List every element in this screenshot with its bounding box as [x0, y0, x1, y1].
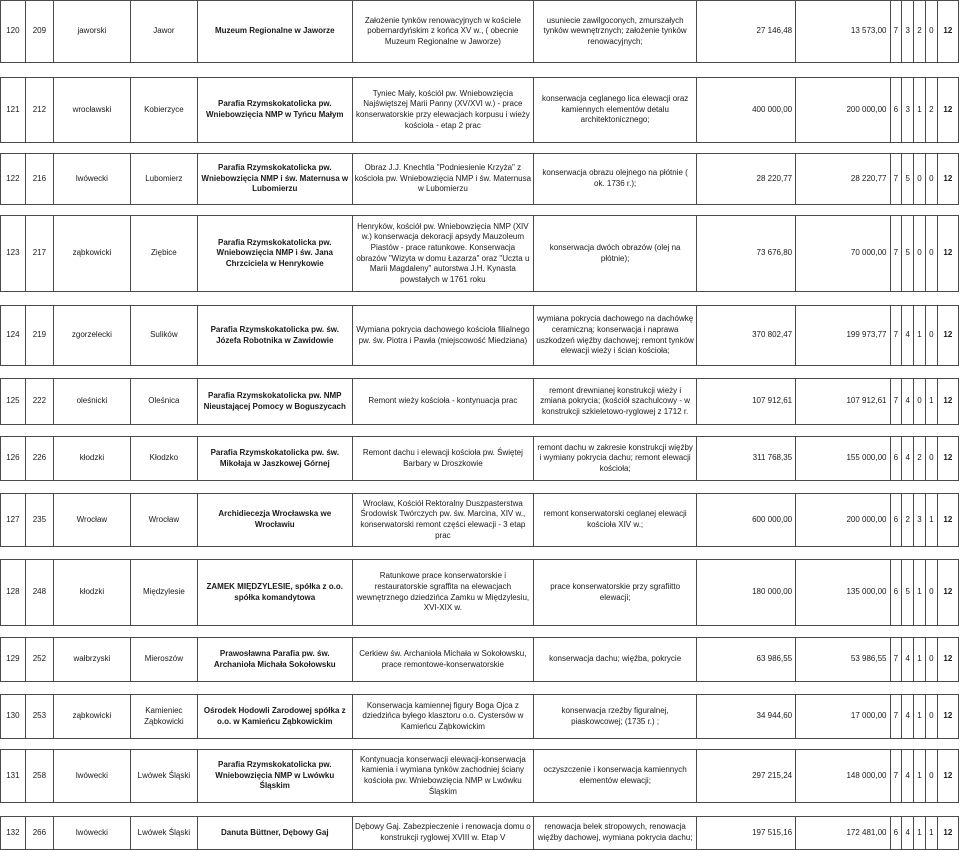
total-cost-cell: 311 768,35: [697, 437, 796, 481]
applicant-cell: Parafia Rzymskokatolicka pw. NMP Nieustającej Pomocy w Boguszycach: [197, 379, 352, 425]
table-row: [1, 379, 959, 425]
object-and-task-cell: Obraz J.J. Knechtla "Podniesienie Krzyża" z kościoła pw. Wniebowzięcia NMP i św. Maternusa w Lubomierzu: [352, 154, 534, 205]
application-id-cell: 252: [25, 638, 53, 682]
row-number-cell: 132: [1, 817, 26, 850]
table-row: [1, 494, 959, 547]
score-total-cell: 12: [937, 817, 958, 850]
district-cell: oleśnicki: [54, 379, 131, 425]
applicant-cell: Parafia Rzymskokatolicka pw. Wniebowzięcia NMP i św. Jana Chrzciciela w Henrykowie: [197, 216, 352, 292]
object-and-task-cell: Remont wieży kościoła - kontynuacja prac: [352, 379, 534, 425]
table-row: [1, 817, 959, 850]
applicant-cell: Parafia Rzymskokatolicka pw. św. Józefa Robotnika w Zawidowie: [197, 306, 352, 366]
row-spacer: [1, 366, 959, 379]
district-cell: jaworski: [54, 1, 131, 63]
scope-of-work-cell: remont dachu w zakresie konstrukcji więźby i wymiany pokrycia dachu; remont elewacji kościoła;: [534, 437, 697, 481]
applicant-cell: ZAMEK MIĘDZYLESIE, spółka z o.o. spółka komandytowa: [197, 560, 352, 626]
score-a-cell: 7: [890, 154, 902, 205]
object-and-task-cell: Konserwacja kamiennej figury Boga Ojca z dziedzińca byłego klasztoru o.o. Cystersów w Kamieńcu Ząbkowickim: [352, 695, 534, 739]
score-a-cell: 6: [890, 494, 902, 547]
spacer-cell: [1, 366, 959, 379]
row-spacer: [1, 626, 959, 638]
row-spacer: [1, 803, 959, 817]
table-row: [1, 437, 959, 481]
object-and-task-cell: Dębowy Gaj. Zabezpieczenie i renowacja domu o konstrukcji ryglowej XVIII w. Etap V: [352, 817, 534, 850]
commune-cell: Lwówek Śląski: [130, 817, 197, 850]
object-and-task-cell: Kontynuacja konserwacji elewacji-konserwacja kamienia i wymiana tynków zachodniej ściany kościoła pw. Wniebowzięcia NMP w Lwówku Śląskim: [352, 750, 534, 803]
grant-amount-cell: 53 986,55: [796, 638, 890, 682]
score-c-cell: 2: [914, 1, 926, 63]
score-total-cell: 12: [937, 78, 958, 143]
row-number-cell: 121: [1, 78, 26, 143]
table-row: [1, 750, 959, 803]
total-cost-cell: 34 944,60: [697, 695, 796, 739]
object-and-task-cell: Ratunkowe prace konserwatorskie i restauratorskie sgraffita na elewacjach wewnętrznego dziedzińca Zamku w Międzylesiu, XVI-XIX w.: [352, 560, 534, 626]
row-number-cell: 129: [1, 638, 26, 682]
commune-cell: Kobierzyce: [130, 78, 197, 143]
total-cost-cell: 73 676,80: [697, 216, 796, 292]
score-a-cell: 7: [890, 1, 902, 63]
application-id-cell: 253: [25, 695, 53, 739]
score-total-cell: 12: [937, 306, 958, 366]
applicant-cell: Danuta Büttner, Dębowy Gaj: [197, 817, 352, 850]
application-id-cell: 217: [25, 216, 53, 292]
applicant-cell: Prawosławna Parafia pw. św. Archanioła Michała Sokołowsku: [197, 638, 352, 682]
grant-amount-cell: 199 973,77: [796, 306, 890, 366]
score-d-cell: 0: [925, 1, 937, 63]
applicant-cell: Muzeum Regionalne w Jaworze: [197, 1, 352, 63]
table-row: [1, 154, 959, 205]
score-c-cell: 1: [914, 638, 926, 682]
district-cell: lwówecki: [54, 817, 131, 850]
scope-of-work-cell: konserwacja dwóch obrazów (olej na płótnie);: [534, 216, 697, 292]
scope-of-work-cell: wymiana pokrycia dachowego na dachówkę ceramiczną; konserwacja i naprawa uszkodzeń więźby dachowej; remont tynków elewacji wieży i ścian kościoła;: [534, 306, 697, 366]
commune-cell: Kamieniec Ząbkowicki: [130, 695, 197, 739]
score-total-cell: 12: [937, 1, 958, 63]
applicant-cell: Parafia Rzymskokatolicka pw. Wniebowzięcia NMP i św. Maternusa w Lubomierzu: [197, 154, 352, 205]
score-d-cell: 0: [925, 695, 937, 739]
district-cell: kłodzki: [54, 560, 131, 626]
commune-cell: Ziębice: [130, 216, 197, 292]
grant-amount-cell: 28 220,77: [796, 154, 890, 205]
district-cell: Wrocław: [54, 494, 131, 547]
object-and-task-cell: Założenie tynków renowacyjnych w kościele pobernardyńskim z końca XV w., ( obecnie Muzeum Regionalne w Jaworze): [352, 1, 534, 63]
score-total-cell: 12: [937, 154, 958, 205]
row-spacer: [1, 481, 959, 494]
score-d-cell: 1: [925, 494, 937, 547]
spacer-cell: [1, 547, 959, 560]
district-cell: kłodzki: [54, 437, 131, 481]
row-number-cell: 124: [1, 306, 26, 366]
score-c-cell: 2: [914, 437, 926, 481]
commune-cell: Oleśnica: [130, 379, 197, 425]
score-b-cell: 5: [902, 560, 914, 626]
total-cost-cell: 197 515,16: [697, 817, 796, 850]
applicant-cell: Archidiecezja Wrocławska we Wrocławiu: [197, 494, 352, 547]
score-a-cell: 7: [890, 750, 902, 803]
score-d-cell: 0: [925, 638, 937, 682]
score-b-cell: 4: [902, 750, 914, 803]
score-d-cell: 0: [925, 216, 937, 292]
scope-of-work-cell: usuniecie zawilgoconych, zmurszałych tynków wewnętrznych; założenie tynków renowacyjnych;: [534, 1, 697, 63]
object-and-task-cell: Wymiana pokrycia dachowego kościoła filialnego pw. św. Piotra i Pawła (miejscowość Miedziana): [352, 306, 534, 366]
scope-of-work-cell: konserwacja dachu; więźba, pokrycie: [534, 638, 697, 682]
application-id-cell: 222: [25, 379, 53, 425]
spacer-cell: [1, 803, 959, 817]
score-d-cell: 1: [925, 379, 937, 425]
total-cost-cell: 28 220,77: [697, 154, 796, 205]
scope-of-work-cell: konserwacja obrazu olejnego na płótnie ( ok. 1736 r.);: [534, 154, 697, 205]
grant-amount-cell: 107 912,61: [796, 379, 890, 425]
spacer-cell: [1, 481, 959, 494]
score-a-cell: 6: [890, 437, 902, 481]
district-cell: lwówecki: [54, 154, 131, 205]
grant-amount-cell: 155 000,00: [796, 437, 890, 481]
score-total-cell: 12: [937, 750, 958, 803]
score-total-cell: 12: [937, 560, 958, 626]
row-number-cell: 127: [1, 494, 26, 547]
scope-of-work-cell: prace konserwatorskie przy sgrafiitto elewacji;: [534, 560, 697, 626]
total-cost-cell: 180 000,00: [697, 560, 796, 626]
row-spacer: [1, 425, 959, 437]
row-number-cell: 128: [1, 560, 26, 626]
row-number-cell: 125: [1, 379, 26, 425]
row-number-cell: 126: [1, 437, 26, 481]
application-id-cell: 212: [25, 78, 53, 143]
row-spacer: [1, 143, 959, 154]
object-and-task-cell: Wrocław, Kościół Rektoralny Duszpasterstwa Środowisk Twórczych pw. św. Marcina, XIV w., konserwatorski remont części elewacji - 3 etap prac: [352, 494, 534, 547]
scope-of-work-cell: renowacja belek stropowych, renowacja więźby dachowej, wymiana pokrycia dachu;: [534, 817, 697, 850]
applicant-cell: Parafia Rzymskokatolicka pw. Wniebowzięcia NMP w Lwówku Śląskim: [197, 750, 352, 803]
spacer-cell: [1, 626, 959, 638]
score-c-cell: 1: [914, 817, 926, 850]
row-spacer: [1, 292, 959, 306]
score-a-cell: 7: [890, 379, 902, 425]
scope-of-work-cell: oczyszczenie i konserwacja kamiennych elementów elewacji;: [534, 750, 697, 803]
score-total-cell: 12: [937, 638, 958, 682]
score-b-cell: 5: [902, 216, 914, 292]
score-b-cell: 5: [902, 154, 914, 205]
table-row: [1, 560, 959, 626]
spacer-cell: [1, 739, 959, 750]
commune-cell: Sulików: [130, 306, 197, 366]
score-total-cell: 12: [937, 216, 958, 292]
grant-amount-cell: 135 000,00: [796, 560, 890, 626]
score-d-cell: 0: [925, 306, 937, 366]
score-b-cell: 4: [902, 817, 914, 850]
score-a-cell: 7: [890, 695, 902, 739]
row-number-cell: 131: [1, 750, 26, 803]
total-cost-cell: 600 000,00: [697, 494, 796, 547]
application-id-cell: 209: [25, 1, 53, 63]
score-c-cell: 0: [914, 379, 926, 425]
score-a-cell: 7: [890, 638, 902, 682]
object-and-task-cell: Tyniec Mały, kościół pw. Wniebowzięcia Najświętszej Marii Panny (XV/XVI w.) - prace konserwatorskie przy elewacjach korpusu i wieży kościoła - etap 2 prac: [352, 78, 534, 143]
application-id-cell: 258: [25, 750, 53, 803]
spacer-cell: [1, 205, 959, 216]
score-a-cell: 7: [890, 306, 902, 366]
row-number-cell: 122: [1, 154, 26, 205]
commune-cell: Mieroszów: [130, 638, 197, 682]
spacer-cell: [1, 63, 959, 78]
application-id-cell: 235: [25, 494, 53, 547]
spacer-cell: [1, 682, 959, 695]
score-b-cell: 3: [902, 1, 914, 63]
table-row: [1, 306, 959, 366]
score-c-cell: 1: [914, 78, 926, 143]
table-row: [1, 78, 959, 143]
applicant-cell: Parafia Rzymskokatolicka pw. Wniebowzięcia NMP w Tyńcu Małym: [197, 78, 352, 143]
object-and-task-cell: Cerkiew św. Archanioła Michała w Sokołowsku, prace remontowe-konserwatorskie: [352, 638, 534, 682]
scope-of-work-cell: konserwacja rzeźby figuralnej, piaskowcowej; (1735 r.) ;: [534, 695, 697, 739]
score-c-cell: 1: [914, 306, 926, 366]
total-cost-cell: 370 802,47: [697, 306, 796, 366]
grant-amount-cell: 13 573,00: [796, 1, 890, 63]
score-b-cell: 4: [902, 379, 914, 425]
district-cell: ząbkowicki: [54, 695, 131, 739]
score-d-cell: 2: [925, 78, 937, 143]
table-row: [1, 216, 959, 292]
table-row: [1, 695, 959, 739]
application-id-cell: 216: [25, 154, 53, 205]
score-total-cell: 12: [937, 437, 958, 481]
score-c-cell: 3: [914, 494, 926, 547]
score-a-cell: 6: [890, 560, 902, 626]
score-b-cell: 3: [902, 78, 914, 143]
row-spacer: [1, 739, 959, 750]
score-total-cell: 12: [937, 494, 958, 547]
score-d-cell: 1: [925, 817, 937, 850]
object-and-task-cell: Remont dachu i elewacji kościoła pw. Świętej Barbary w Droszkowie: [352, 437, 534, 481]
score-c-cell: 0: [914, 154, 926, 205]
score-b-cell: 4: [902, 695, 914, 739]
score-c-cell: 1: [914, 560, 926, 626]
score-c-cell: 1: [914, 750, 926, 803]
row-number-cell: 120: [1, 1, 26, 63]
score-a-cell: 6: [890, 817, 902, 850]
total-cost-cell: 297 215,24: [697, 750, 796, 803]
score-d-cell: 0: [925, 154, 937, 205]
district-cell: lwówecki: [54, 750, 131, 803]
spacer-cell: [1, 292, 959, 306]
application-id-cell: 266: [25, 817, 53, 850]
scope-of-work-cell: konserwacja ceglanego lica elewacji oraz kamiennych elementów detalu architektonicznego;: [534, 78, 697, 143]
commune-cell: Wrocław: [130, 494, 197, 547]
score-c-cell: 0: [914, 216, 926, 292]
row-spacer: [1, 547, 959, 560]
district-cell: ząbkowicki: [54, 216, 131, 292]
score-a-cell: 7: [890, 216, 902, 292]
score-b-cell: 4: [902, 437, 914, 481]
applicant-cell: Ośrodek Hodowli Zarodowej spółka z o.o. w Kamieńcu Ząbkowickim: [197, 695, 352, 739]
table-row: [1, 1, 959, 63]
row-spacer: [1, 205, 959, 216]
object-and-task-cell: Henryków, kościół pw. Wniebowzięcia NMP (XIV w.) konserwacja dekoracji apsydy Mauzoleum Piastów - prace ratunkowe. Konserwacja obrazów "Wizyta w domu Łazarza" oraz "Uczta u Marii Magdaleny" autorstwa J.H. Kynasta powstałych w 1761 roku: [352, 216, 534, 292]
total-cost-cell: 27 146,48: [697, 1, 796, 63]
row-number-cell: 123: [1, 216, 26, 292]
applicant-cell: Parafia Rzymskokatolicka pw. św. Mikołaja w Jaszkowej Górnej: [197, 437, 352, 481]
application-id-cell: 226: [25, 437, 53, 481]
total-cost-cell: 400 000,00: [697, 78, 796, 143]
district-cell: wrocławski: [54, 78, 131, 143]
score-b-cell: 2: [902, 494, 914, 547]
district-cell: wałbrzyski: [54, 638, 131, 682]
grant-amount-cell: 70 000,00: [796, 216, 890, 292]
commune-cell: Lwówek Śląski: [130, 750, 197, 803]
application-id-cell: 248: [25, 560, 53, 626]
grant-amount-cell: 200 000,00: [796, 494, 890, 547]
row-spacer: [1, 682, 959, 695]
row-spacer: [1, 63, 959, 78]
score-total-cell: 12: [937, 379, 958, 425]
score-d-cell: 0: [925, 560, 937, 626]
scope-of-work-cell: remont drewnianej konstrukcji wieży i zmiana pokrycia; (kościół szachulcowy - w konstrukcji szkieletowo-ryglowej z 1712 r.: [534, 379, 697, 425]
commune-cell: Międzylesie: [130, 560, 197, 626]
district-cell: zgorzelecki: [54, 306, 131, 366]
grant-amount-cell: 17 000,00: [796, 695, 890, 739]
commune-cell: Lubomierz: [130, 154, 197, 205]
score-total-cell: 12: [937, 695, 958, 739]
grant-amount-cell: 172 481,00: [796, 817, 890, 850]
score-b-cell: 4: [902, 638, 914, 682]
score-d-cell: 0: [925, 750, 937, 803]
application-id-cell: 219: [25, 306, 53, 366]
grant-amount-cell: 200 000,00: [796, 78, 890, 143]
score-c-cell: 1: [914, 695, 926, 739]
score-d-cell: 0: [925, 437, 937, 481]
score-b-cell: 4: [902, 306, 914, 366]
spacer-cell: [1, 143, 959, 154]
score-a-cell: 6: [890, 78, 902, 143]
table-row: [1, 638, 959, 682]
grant-amount-cell: 148 000,00: [796, 750, 890, 803]
total-cost-cell: 63 986,55: [697, 638, 796, 682]
scope-of-work-cell: remont konserwatorski ceglanej elewacji kościoła XIV w.;: [534, 494, 697, 547]
spacer-cell: [1, 425, 959, 437]
row-number-cell: 130: [1, 695, 26, 739]
commune-cell: Kłodzko: [130, 437, 197, 481]
total-cost-cell: 107 912,61: [697, 379, 796, 425]
commune-cell: Jawor: [130, 1, 197, 63]
